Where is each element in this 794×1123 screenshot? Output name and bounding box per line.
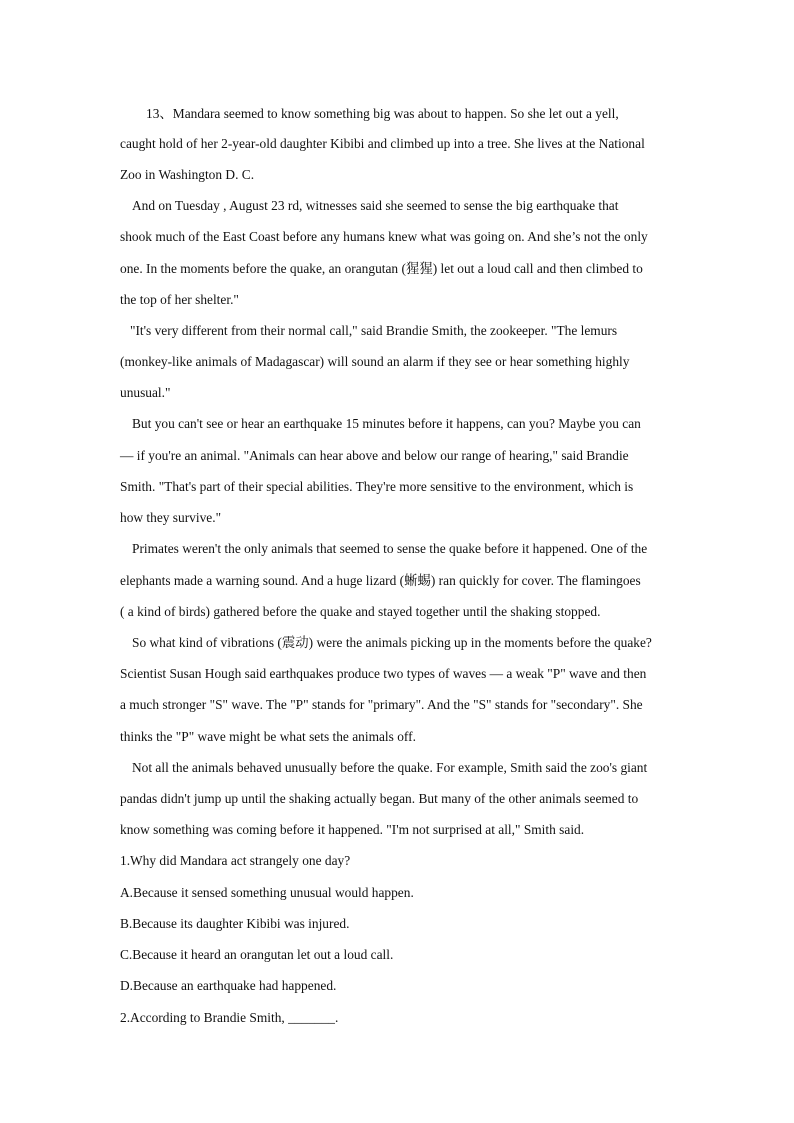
passage-line: Scientist Susan Hough said earthquakes produce two types of waves — a weak "P" wave and then xyxy=(120,666,647,681)
passage-line: So what kind of vibrations (震动) were the animals picking up in the moments before the quake? xyxy=(132,635,652,650)
passage-line: And on Tuesday , August 23 rd, witnesses said she seemed to sense the big earthquake that xyxy=(132,198,619,213)
passage-line: know something was coming before it happened. "I'm not surprised at all," Smith said. xyxy=(120,822,585,837)
passage-line: But you can't see or hear an earthquake 15 minutes before it happens, can you? Maybe you can xyxy=(132,416,641,431)
passage-line: "It's very different from their normal call," said Brandie Smith, the zookeeper. "The lemurs xyxy=(130,323,618,338)
passage-line: Primates weren't the only animals that seemed to sense the quake before it happened. One of the xyxy=(132,541,648,556)
question-1-option-c: C.Because it heard an orangutan let out a loud call. xyxy=(120,947,394,962)
question-1-option-d: D.Because an earthquake had happened. xyxy=(120,978,337,993)
passage-line: thinks the "P" wave might be what sets the animals off. xyxy=(120,729,416,744)
passage-line: the top of her shelter." xyxy=(120,292,239,307)
passage-line: Not all the animals behaved unusually before the quake. For example, Smith said the zoo's giant xyxy=(132,760,648,775)
passage-line: — if you're an animal. "Animals can hear above and below our range of hearing," said Brandie xyxy=(120,448,629,463)
question-1-stem: 1.Why did Mandara act strangely one day? xyxy=(120,853,351,868)
passage-line: how they survive." xyxy=(120,510,222,525)
passage-line: a much stronger "S" wave. The "P" stands for "primary". And the "S" stands for "secondary". She xyxy=(120,697,643,712)
passage-line: (monkey-like animals of Madagascar) will sound an alarm if they see or hear something highly xyxy=(120,354,630,369)
passage-line: ( a kind of birds) gathered before the quake and stayed together until the shaking stopped. xyxy=(120,604,601,619)
passage-line: unusual." xyxy=(120,385,171,400)
passage-line: Smith. "That's part of their special abilities. They're more sensitive to the environment, which is xyxy=(120,479,634,494)
passage-line: shook much of the East Coast before any humans knew what was going on. And she’s not the only xyxy=(120,229,648,244)
passage-line: pandas didn't jump up until the shaking actually began. But many of the other animals seemed to xyxy=(120,791,639,806)
passage-line: Zoo in Washington D. C. xyxy=(120,167,255,182)
passage-line: 13、Mandara seemed to know something big was about to happen. So she let out a yell, xyxy=(146,106,619,121)
passage-line: elephants made a warning sound. And a huge lizard (蜥蜴) ran quickly for cover. The flamingoes xyxy=(120,573,641,588)
question-1-option-a: A.Because it sensed something unusual would happen. xyxy=(120,885,414,900)
question-1-option-b: B.Because its daughter Kibibi was injured. xyxy=(120,916,350,931)
passage-line: one. In the moments before the quake, an orangutan (猩猩) let out a loud call and then climbed to xyxy=(120,261,643,276)
passage-line: caught hold of her 2-year-old daughter Kibibi and climbed up into a tree. She lives at the National xyxy=(120,136,645,151)
question-2-stem: 2.According to Brandie Smith, _______. xyxy=(120,1010,339,1025)
